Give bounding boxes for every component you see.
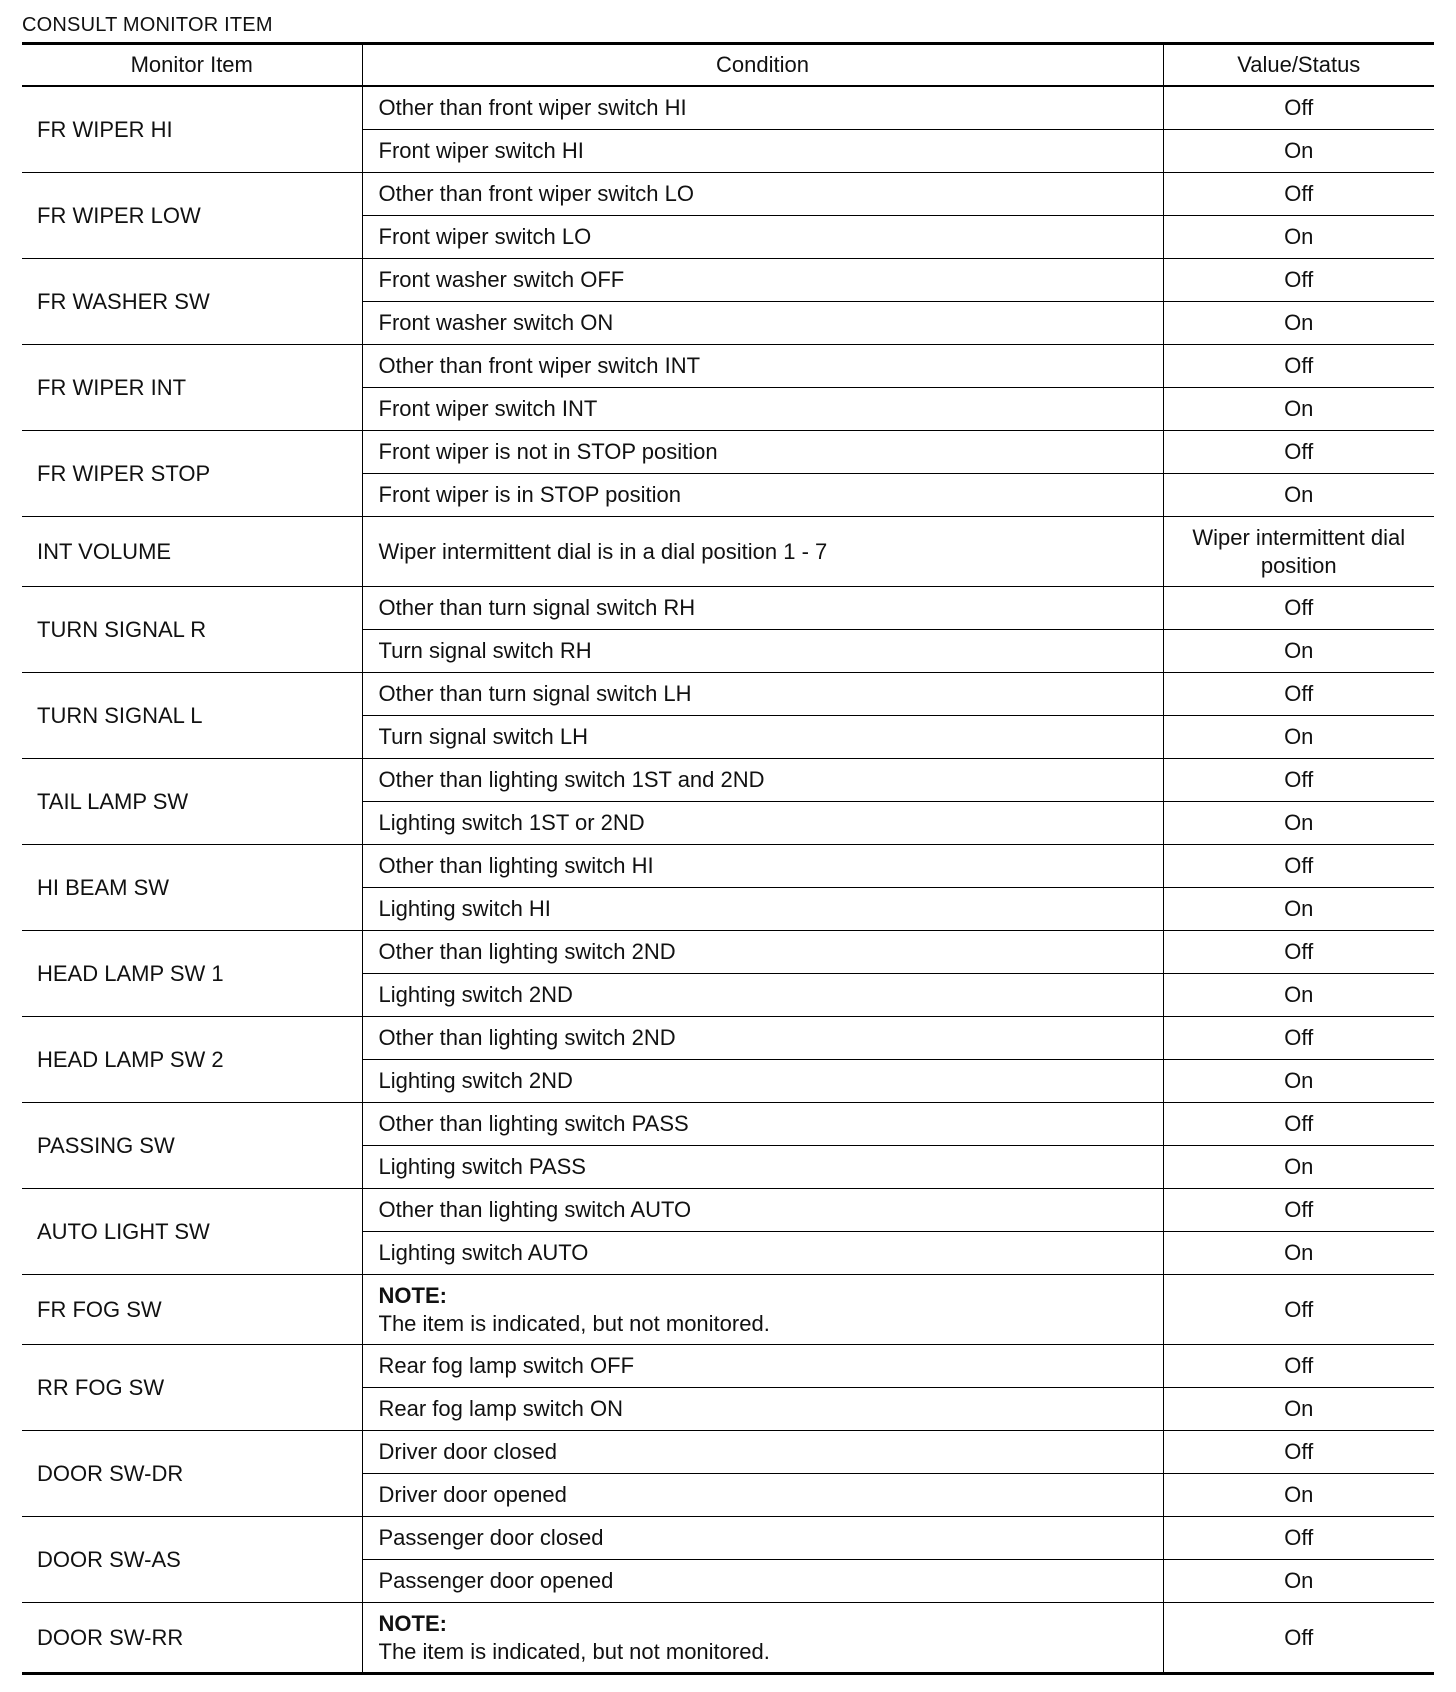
value-cell: Off <box>1163 587 1434 630</box>
condition-cell: Front wiper switch INT <box>362 388 1163 431</box>
value-cell: Off <box>1163 1189 1434 1232</box>
value-cell: Off <box>1163 345 1434 388</box>
value-cell: On <box>1163 802 1434 845</box>
monitor-item-cell: FR WIPER INT <box>22 345 362 431</box>
condition-cell: Other than lighting switch 2ND <box>362 931 1163 974</box>
condition-cell: Wiper intermittent dial is in a dial position 1 - 7 <box>362 517 1163 587</box>
table-row <box>22 1603 1434 1674</box>
condition-cell: Rear fog lamp switch OFF <box>362 1345 1163 1388</box>
table-row <box>22 517 1434 587</box>
monitor-item-cell: FR WIPER STOP <box>22 431 362 517</box>
condition-cell: Turn signal switch LH <box>362 716 1163 759</box>
value-cell: Off <box>1163 845 1434 888</box>
value-cell: Off <box>1163 1103 1434 1146</box>
table-row <box>22 259 1434 302</box>
monitor-item-cell: PASSING SW <box>22 1103 362 1189</box>
monitor-item-cell: TAIL LAMP SW <box>22 759 362 845</box>
note-text: The item is indicated, but not monitored. <box>378 1310 770 1336</box>
condition-cell: Other than turn signal switch RH <box>362 587 1163 630</box>
condition-cell: Rear fog lamp switch ON <box>362 1388 1163 1431</box>
condition-cell: Other than lighting switch 2ND <box>362 1017 1163 1060</box>
value-cell: Off <box>1163 1017 1434 1060</box>
consult-monitor-table <box>22 42 1434 1675</box>
value-cell: Off <box>1163 1431 1434 1474</box>
note-label: NOTE: <box>378 1610 447 1636</box>
value-cell: On <box>1163 1474 1434 1517</box>
table-header-row <box>22 44 1434 87</box>
table-row <box>22 845 1434 888</box>
value-cell: Off <box>1163 1275 1434 1345</box>
table-row <box>22 587 1434 630</box>
table-row <box>22 673 1434 716</box>
monitor-item-cell: FR FOG SW <box>22 1275 362 1345</box>
value-cell <box>1163 517 1434 587</box>
condition-cell: Front washer switch OFF <box>362 259 1163 302</box>
value-cell: Off <box>1163 86 1434 130</box>
table-row <box>22 345 1434 388</box>
monitor-item-cell: TURN SIGNAL R <box>22 587 362 673</box>
monitor-item-cell: FR WIPER HI <box>22 86 362 173</box>
value-cell: On <box>1163 302 1434 345</box>
condition-cell: Passenger door closed <box>362 1517 1163 1560</box>
table-row <box>22 86 1434 130</box>
table-row <box>22 431 1434 474</box>
value-cell: On <box>1163 1232 1434 1275</box>
condition-cell: Front wiper is in STOP position <box>362 474 1163 517</box>
condition-cell: Front wiper is not in STOP position <box>362 431 1163 474</box>
header-condition: Condition <box>362 44 1163 87</box>
value-line: Wiper intermittent dial <box>1192 524 1406 550</box>
condition-cell: Other than front wiper switch HI <box>362 86 1163 130</box>
table-row <box>22 1517 1434 1560</box>
value-cell: On <box>1163 1146 1434 1189</box>
table-row <box>22 1431 1434 1474</box>
value-cell: Off <box>1163 759 1434 802</box>
value-cell: Off <box>1163 431 1434 474</box>
table-caption: CONSULT MONITOR ITEM <box>22 14 273 36</box>
value-line: position <box>1260 552 1337 578</box>
condition-cell: Front wiper switch LO <box>362 216 1163 259</box>
condition-cell: Other than front wiper switch LO <box>362 173 1163 216</box>
table-row <box>22 173 1434 216</box>
table-row <box>22 1345 1434 1388</box>
condition-cell: Lighting switch AUTO <box>362 1232 1163 1275</box>
value-cell: Off <box>1163 931 1434 974</box>
monitor-item-cell: HEAD LAMP SW 2 <box>22 1017 362 1103</box>
value-cell: On <box>1163 888 1434 931</box>
condition-cell: Other than lighting switch HI <box>362 845 1163 888</box>
monitor-item-cell: HEAD LAMP SW 1 <box>22 931 362 1017</box>
value-cell: On <box>1163 474 1434 517</box>
condition-cell: Other than front wiper switch INT <box>362 345 1163 388</box>
monitor-item-cell: DOOR SW-RR <box>22 1603 362 1674</box>
table-row <box>22 1189 1434 1232</box>
monitor-item-cell: INT VOLUME <box>22 517 362 587</box>
table-row <box>22 1275 1434 1345</box>
value-cell: Off <box>1163 259 1434 302</box>
condition-cell: Driver door closed <box>362 1431 1163 1474</box>
note-text: The item is indicated, but not monitored. <box>378 1638 770 1664</box>
table-row <box>22 931 1434 974</box>
monitor-item-cell: RR FOG SW <box>22 1345 362 1431</box>
value-cell: Off <box>1163 1517 1434 1560</box>
table-row <box>22 759 1434 802</box>
value-cell: Off <box>1163 673 1434 716</box>
monitor-item-cell: AUTO LIGHT SW <box>22 1189 362 1275</box>
condition-cell: Lighting switch PASS <box>362 1146 1163 1189</box>
monitor-item-cell: DOOR SW-DR <box>22 1431 362 1517</box>
condition-cell: Passenger door opened <box>362 1560 1163 1603</box>
value-cell: On <box>1163 1560 1434 1603</box>
condition-cell: Lighting switch 1ST or 2ND <box>362 802 1163 845</box>
condition-cell: Turn signal switch RH <box>362 630 1163 673</box>
value-cell: Off <box>1163 1603 1434 1674</box>
value-cell: Off <box>1163 1345 1434 1388</box>
table-row <box>22 1103 1434 1146</box>
condition-cell: Other than lighting switch PASS <box>362 1103 1163 1146</box>
monitor-item-cell: HI BEAM SW <box>22 845 362 931</box>
monitor-item-cell: TURN SIGNAL L <box>22 673 362 759</box>
value-cell: Off <box>1163 173 1434 216</box>
monitor-item-cell: FR WIPER LOW <box>22 173 362 259</box>
table-row <box>22 1017 1434 1060</box>
value-cell: On <box>1163 974 1434 1017</box>
value-cell: On <box>1163 630 1434 673</box>
header-value-status: Value/Status <box>1163 44 1434 87</box>
monitor-item-cell: DOOR SW-AS <box>22 1517 362 1603</box>
condition-cell: Other than lighting switch AUTO <box>362 1189 1163 1232</box>
value-cell: On <box>1163 388 1434 431</box>
condition-cell: Front wiper switch HI <box>362 130 1163 173</box>
condition-cell: Lighting switch HI <box>362 888 1163 931</box>
condition-cell: Front washer switch ON <box>362 302 1163 345</box>
value-cell: On <box>1163 130 1434 173</box>
condition-cell: Other than turn signal switch LH <box>362 673 1163 716</box>
condition-cell <box>362 1275 1163 1345</box>
condition-cell <box>362 1603 1163 1674</box>
condition-cell: Lighting switch 2ND <box>362 1060 1163 1103</box>
note-label: NOTE: <box>378 1282 447 1308</box>
condition-cell: Driver door opened <box>362 1474 1163 1517</box>
condition-cell: Other than lighting switch 1ST and 2ND <box>362 759 1163 802</box>
monitor-item-cell: FR WASHER SW <box>22 259 362 345</box>
value-cell: On <box>1163 1060 1434 1103</box>
condition-cell: Lighting switch 2ND <box>362 974 1163 1017</box>
value-cell: On <box>1163 216 1434 259</box>
value-cell: On <box>1163 1388 1434 1431</box>
value-cell: On <box>1163 716 1434 759</box>
header-monitor-item: Monitor Item <box>22 44 362 87</box>
